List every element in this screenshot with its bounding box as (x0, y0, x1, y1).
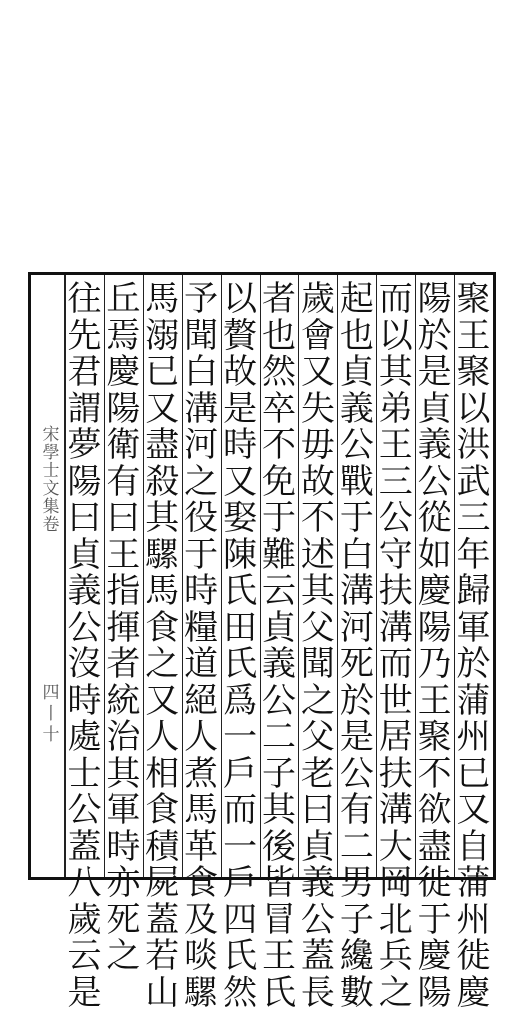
glyph: 北 (378, 899, 413, 940)
glyph: 軍 (106, 790, 141, 830)
glyph: 山 (145, 972, 180, 1013)
margin-leaf-number: 四丨十 (38, 683, 59, 746)
glyph: 曰 (67, 498, 102, 538)
glyph: 二 (261, 717, 296, 757)
glyph: 公 (261, 680, 296, 721)
glyph: 貞 (417, 388, 452, 429)
glyph: 又 (145, 388, 180, 429)
glyph: 田 (223, 607, 258, 648)
glyph: 慶 (417, 571, 452, 611)
margin-strip (34, 275, 64, 877)
glyph: 又 (145, 680, 180, 721)
glyph: 之 (184, 461, 219, 502)
glyph: 于 (184, 534, 219, 575)
glyph: 丘 (106, 279, 141, 319)
glyph: 公 (67, 790, 102, 830)
glyph: 有 (106, 461, 141, 502)
glyph: 世 (378, 680, 413, 721)
glyph: 如 (417, 534, 452, 575)
glyph: 從 (417, 498, 452, 538)
glyph: 其 (300, 571, 335, 611)
glyph: 曰 (106, 498, 141, 538)
glyph: 溝 (184, 388, 219, 429)
glyph: 戰 (339, 461, 374, 502)
glyph: 已 (456, 753, 491, 794)
column-rule (454, 275, 455, 877)
glyph: 毋 (300, 425, 335, 465)
text-column (104, 275, 143, 976)
glyph: 者 (106, 644, 141, 684)
glyph: 二 (339, 826, 374, 867)
glyph: 河 (339, 607, 374, 648)
glyph: 卒 (261, 388, 296, 429)
glyph: 王 (417, 680, 452, 721)
glyph: 欲 (417, 790, 452, 830)
glyph: 往 (67, 279, 102, 319)
glyph: 又 (456, 790, 491, 830)
glyph: 三 (456, 498, 491, 538)
glyph: 氏 (223, 644, 258, 684)
glyph: 也 (339, 315, 374, 356)
glyph: 亦 (106, 863, 141, 903)
glyph: 數 (339, 972, 374, 1013)
glyph: 貞 (261, 607, 296, 648)
glyph: 以 (223, 279, 258, 319)
glyph: 會 (300, 315, 335, 356)
glyph: 若 (145, 936, 180, 976)
glyph: 於 (417, 315, 452, 356)
glyph: 白 (339, 534, 374, 575)
glyph: 也 (261, 315, 296, 356)
glyph: 煮 (184, 753, 219, 794)
glyph: 時 (67, 680, 102, 721)
column-rule (260, 275, 261, 877)
glyph: 云 (67, 936, 102, 976)
glyph: 衛 (106, 425, 141, 465)
glyph: 積 (145, 826, 180, 867)
glyph: 之 (106, 936, 141, 976)
glyph: 起 (339, 279, 374, 319)
glyph: 先 (67, 315, 102, 356)
glyph: 時 (184, 571, 219, 611)
glyph: 于 (261, 498, 296, 538)
glyph: 後 (261, 826, 296, 867)
glyph: 慶 (456, 972, 491, 1013)
glyph: 王 (378, 425, 413, 465)
glyph: 貞 (300, 826, 335, 867)
glyph: 騾 (145, 534, 180, 575)
glyph: 歲 (67, 899, 102, 940)
glyph: 時 (223, 425, 258, 465)
glyph: 述 (300, 534, 335, 575)
glyph: 義 (417, 425, 452, 465)
glyph: 食 (184, 863, 219, 903)
glyph: 白 (184, 352, 219, 392)
glyph: 不 (261, 425, 296, 465)
glyph: 啖 (184, 936, 219, 976)
glyph: 大 (378, 826, 413, 867)
glyph: 歲 (300, 279, 335, 319)
glyph: 君 (67, 352, 102, 392)
glyph: 已 (145, 352, 180, 392)
glyph: 蒲 (456, 863, 491, 903)
column-rule (182, 275, 183, 877)
glyph: 州 (456, 899, 491, 940)
glyph: 道 (184, 644, 219, 684)
text-column (260, 275, 299, 1013)
glyph: 不 (417, 753, 452, 794)
column-rule (65, 275, 66, 877)
glyph: 是 (339, 717, 374, 757)
glyph: 蓋 (145, 899, 180, 940)
glyph: 故 (300, 461, 335, 502)
page-frame (28, 272, 496, 1013)
glyph: 之 (145, 644, 180, 684)
glyph: 守 (378, 534, 413, 575)
glyph: 死 (339, 644, 374, 684)
glyph: 馬 (145, 571, 180, 611)
glyph: 溝 (378, 607, 413, 648)
glyph: 陽 (417, 972, 452, 1013)
text-column (415, 275, 454, 1013)
text-column (182, 275, 221, 1013)
glyph: 公 (300, 899, 335, 940)
glyph: 人 (184, 717, 219, 757)
glyph: 於 (339, 680, 374, 721)
glyph: 溝 (339, 571, 374, 611)
text-column (337, 275, 376, 1013)
glyph: 氏 (223, 936, 258, 976)
glyph: 曰 (300, 790, 335, 830)
glyph: 夢 (67, 425, 102, 465)
glyph: 義 (300, 863, 335, 903)
text-column (221, 275, 260, 1013)
glyph: 革 (184, 826, 219, 867)
glyph: 洪 (456, 425, 491, 465)
glyph: 貞 (339, 352, 374, 392)
glyph: 其 (106, 753, 141, 794)
glyph: 一 (223, 717, 258, 757)
glyph: 蒲 (456, 680, 491, 721)
glyph: 于 (339, 498, 374, 538)
glyph: 聚 (456, 352, 491, 392)
glyph: 沒 (67, 644, 102, 684)
glyph: 云 (261, 571, 296, 611)
glyph: 戶 (223, 753, 258, 794)
column-rule (415, 275, 416, 877)
glyph: 冒 (261, 899, 296, 940)
glyph: 慶 (417, 936, 452, 976)
glyph: 於 (456, 644, 491, 684)
glyph: 聚 (417, 717, 452, 757)
glyph: 聞 (184, 315, 219, 356)
glyph: 故 (223, 352, 258, 392)
glyph: 絕 (184, 680, 219, 721)
glyph: 慶 (106, 352, 141, 392)
glyph: 子 (261, 753, 296, 794)
glyph: 士 (67, 753, 102, 794)
glyph: 義 (67, 571, 102, 611)
glyph: 公 (67, 607, 102, 648)
glyph: 贅 (223, 315, 258, 356)
glyph: 河 (184, 425, 219, 465)
glyph: 難 (261, 534, 296, 575)
glyph: 治 (106, 717, 141, 757)
glyph: 自 (456, 826, 491, 867)
glyph: 蓋 (300, 936, 335, 976)
glyph: 徙 (456, 936, 491, 976)
glyph: 及 (184, 899, 219, 940)
glyph: 溺 (145, 315, 180, 356)
glyph: 公 (339, 425, 374, 465)
glyph: 戶 (223, 863, 258, 903)
glyph: 居 (378, 717, 413, 757)
text-column (65, 275, 104, 1013)
glyph: 失 (300, 388, 335, 429)
glyph: 娶 (223, 498, 258, 538)
glyph: 岡 (378, 863, 413, 903)
glyph: 食 (145, 607, 180, 648)
glyph: 馬 (184, 790, 219, 830)
glyph: 以 (456, 388, 491, 429)
glyph: 又 (223, 461, 258, 502)
glyph: 馬 (145, 279, 180, 319)
margin-title: 宋學士文集卷 (38, 425, 59, 533)
glyph: 三 (378, 461, 413, 502)
glyph: 軍 (456, 607, 491, 648)
glyph: 公 (378, 498, 413, 538)
glyph: 其 (145, 498, 180, 538)
text-column (298, 275, 337, 1013)
glyph: 父 (300, 607, 335, 648)
glyph: 長 (300, 972, 335, 1013)
glyph: 貞 (67, 534, 102, 575)
column-rule (337, 275, 338, 877)
glyph: 予 (184, 279, 219, 319)
glyph: 八 (67, 863, 102, 903)
glyph: 處 (67, 717, 102, 757)
glyph: 公 (339, 753, 374, 794)
glyph: 父 (300, 717, 335, 757)
glyph: 義 (261, 644, 296, 684)
glyph: 食 (145, 790, 180, 830)
glyph: 役 (184, 498, 219, 538)
glyph: 武 (456, 461, 491, 502)
glyph: 氏 (223, 571, 258, 611)
glyph: 州 (456, 717, 491, 757)
glyph: 其 (378, 352, 413, 392)
glyph: 溝 (378, 790, 413, 830)
glyph: 盡 (417, 826, 452, 867)
glyph: 糧 (184, 607, 219, 648)
glyph: 相 (145, 753, 180, 794)
glyph: 焉 (106, 315, 141, 356)
glyph: 陽 (67, 461, 102, 502)
glyph: 弟 (378, 388, 413, 429)
glyph: 陽 (417, 607, 452, 648)
glyph: 而 (223, 790, 258, 830)
glyph: 年 (456, 534, 491, 575)
glyph: 不 (300, 498, 335, 538)
text-column (376, 275, 415, 1013)
glyph: 氏 (261, 972, 296, 1013)
glyph: 陳 (223, 534, 258, 575)
glyph: 之 (300, 680, 335, 721)
glyph: 王 (261, 936, 296, 976)
glyph: 聞 (300, 644, 335, 684)
column-rule (376, 275, 377, 877)
glyph: 指 (106, 571, 141, 611)
glyph: 皆 (261, 863, 296, 903)
glyph: 乃 (417, 644, 452, 684)
glyph: 人 (145, 717, 180, 757)
glyph: 盡 (145, 425, 180, 465)
glyph: 死 (106, 899, 141, 940)
glyph: 公 (417, 461, 452, 502)
glyph: 而 (378, 644, 413, 684)
glyph: 謂 (67, 388, 102, 429)
glyph: 于 (417, 899, 452, 940)
glyph: 又 (300, 352, 335, 392)
glyph: 以 (378, 315, 413, 356)
glyph: 纔 (339, 936, 374, 976)
glyph: 時 (106, 826, 141, 867)
glyph: 之 (378, 972, 413, 1013)
glyph: 屍 (145, 863, 180, 903)
glyph: 陽 (417, 279, 452, 319)
glyph: 陽 (106, 388, 141, 429)
glyph: 然 (261, 352, 296, 392)
column-rule (221, 275, 222, 877)
glyph: 統 (106, 680, 141, 721)
glyph: 騾 (184, 972, 219, 1013)
glyph: 老 (300, 753, 335, 794)
column-rule (143, 275, 144, 877)
text-column (143, 275, 182, 1013)
glyph: 殺 (145, 461, 180, 502)
glyph: 有 (339, 790, 374, 830)
glyph: 徙 (417, 863, 452, 903)
glyph: 聚 (456, 279, 491, 319)
glyph: 蓋 (67, 826, 102, 867)
glyph: 是 (417, 352, 452, 392)
glyph: 是 (223, 388, 258, 429)
glyph: 免 (261, 461, 296, 502)
glyph: 扶 (378, 753, 413, 794)
glyph: 一 (223, 826, 258, 867)
glyph: 揮 (106, 607, 141, 648)
glyph: 兵 (378, 936, 413, 976)
glyph: 然 (223, 972, 258, 1013)
glyph: 男 (339, 863, 374, 903)
column-rule (298, 275, 299, 877)
glyph: 者 (261, 279, 296, 319)
glyph: 子 (339, 899, 374, 940)
glyph: 其 (261, 790, 296, 830)
glyph: 爲 (223, 680, 258, 721)
glyph: 王 (456, 315, 491, 356)
glyph: 歸 (456, 571, 491, 611)
glyph: 四 (223, 899, 258, 940)
glyph: 義 (339, 388, 374, 429)
text-column (454, 275, 493, 1013)
glyph: 而 (378, 279, 413, 319)
glyph: 王 (106, 534, 141, 575)
glyph: 扶 (378, 571, 413, 611)
column-rule (104, 275, 105, 877)
glyph: 是 (67, 972, 102, 1013)
